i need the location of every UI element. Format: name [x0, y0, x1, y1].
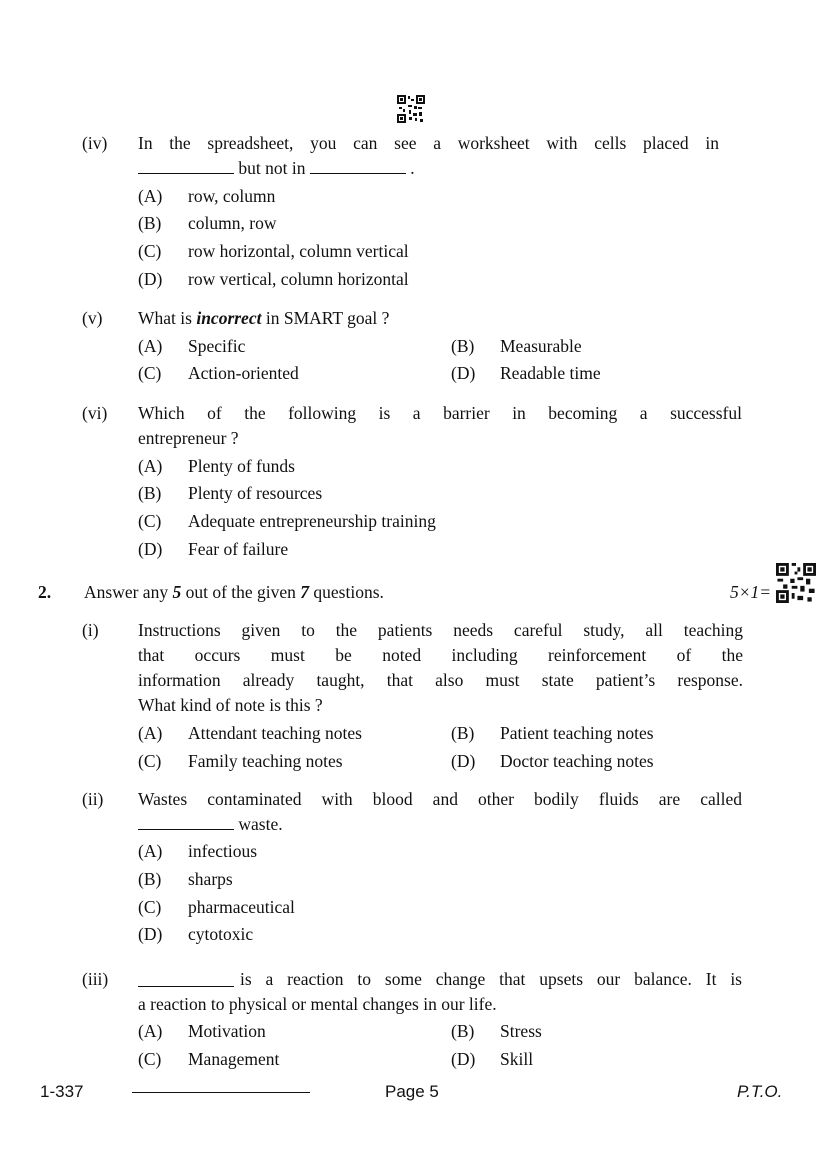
option-label: (A)	[138, 456, 163, 476]
option-label: (B)	[138, 869, 162, 889]
paper-code: 1-337	[40, 1082, 84, 1101]
option-label: (D)	[451, 363, 476, 383]
option-label: (C)	[138, 511, 162, 531]
question-text: a reaction to physical or mental changes in our life.	[138, 994, 497, 1014]
option-text: row horizontal, column vertical	[188, 241, 409, 261]
question-text: information already taught, that also must state patient’s response.	[138, 670, 743, 690]
option-label: (A)	[138, 186, 163, 206]
question-text: Wastes contaminated with blood and other bodily fluids are called	[138, 789, 742, 809]
option-label: (D)	[451, 1049, 476, 1069]
option-label: (C)	[138, 751, 162, 771]
question-text: What kind of note is this ?	[138, 695, 323, 715]
question-text: but not in .	[138, 160, 415, 178]
option-text: Doctor teaching notes	[500, 751, 654, 771]
option-label: (A)	[138, 336, 163, 356]
answer-blank	[138, 172, 234, 174]
page-number: Page 5	[385, 1082, 439, 1101]
qr-code-icon	[397, 95, 425, 123]
option-text: Measurable	[500, 336, 582, 356]
question-number: (i)	[82, 620, 99, 640]
option-label: (D)	[451, 751, 476, 771]
option-text: Management	[188, 1049, 280, 1069]
option-text: row vertical, column horizontal	[188, 269, 409, 289]
option-text: Family teaching notes	[188, 751, 343, 771]
question-text: entrepreneur ?	[138, 428, 239, 448]
option-label: (B)	[451, 1021, 475, 1041]
question-text: In the spreadsheet, you can see a worksheet with cells placed in	[138, 133, 719, 153]
option-label: (D)	[138, 269, 163, 289]
option-text: column, row	[188, 213, 277, 233]
answer-blank	[310, 172, 406, 174]
option-label: (B)	[138, 213, 162, 233]
question-text: What is incorrect in SMART goal ?	[138, 308, 390, 328]
option-label: (B)	[451, 336, 475, 356]
qr-code-icon	[776, 563, 816, 603]
option-text: cytotoxic	[188, 924, 254, 944]
emphasis-text: incorrect	[196, 308, 262, 328]
option-text: row, column	[188, 186, 276, 206]
marks-label: 5×1=	[730, 582, 772, 602]
option-label: (B)	[451, 723, 475, 743]
question-number: (ii)	[82, 789, 104, 809]
option-text: Specific	[188, 336, 246, 356]
option-text: Plenty of resources	[188, 483, 323, 503]
option-text: Fear of failure	[188, 539, 289, 559]
option-label: (D)	[138, 924, 163, 944]
answer-blank	[138, 828, 234, 830]
option-text: Stress	[500, 1021, 542, 1041]
question-text: Which of the following is a barrier in becoming a successful	[138, 403, 742, 423]
option-text: infectious	[188, 841, 258, 861]
option-label: (D)	[138, 539, 163, 559]
question-number: (iv)	[82, 133, 108, 153]
question-text: Instructions given to the patients needs careful study, all teaching	[138, 620, 743, 640]
option-label: (A)	[138, 841, 163, 861]
option-text: Adequate entrepreneurship training	[188, 511, 436, 531]
question-text: waste.	[138, 816, 283, 834]
option-label: (C)	[138, 241, 162, 261]
option-label: (B)	[138, 483, 162, 503]
option-text: Attendant teaching notes	[188, 723, 362, 743]
question-number: (vi)	[82, 403, 108, 423]
question-text: that occurs must be noted including reinforcement of the	[138, 645, 743, 665]
section-instruction: Answer any 5 out of the given 7 questions.	[84, 582, 384, 602]
option-text: pharmaceutical	[188, 897, 295, 917]
option-text: Readable time	[500, 363, 601, 383]
option-label: (C)	[138, 897, 162, 917]
option-text: Motivation	[188, 1021, 266, 1041]
option-label: (A)	[138, 723, 163, 743]
option-label: (A)	[138, 1021, 163, 1041]
option-text: Plenty of funds	[188, 456, 295, 476]
option-label: (C)	[138, 363, 162, 383]
footer-divider	[132, 1092, 310, 1093]
question-text: is a reaction to some change that upsets our balance. It is	[240, 969, 742, 989]
question-number: (iii)	[82, 969, 109, 989]
question-number: (v)	[82, 308, 103, 328]
option-label: (C)	[138, 1049, 162, 1069]
answer-blank	[138, 986, 234, 987]
option-text: Action-oriented	[188, 363, 299, 383]
pto-label: P.T.O.	[737, 1082, 783, 1101]
option-text: sharps	[188, 869, 233, 889]
option-text: Skill	[500, 1049, 534, 1069]
section-number: 2.	[38, 582, 52, 602]
option-text: Patient teaching notes	[500, 723, 654, 743]
